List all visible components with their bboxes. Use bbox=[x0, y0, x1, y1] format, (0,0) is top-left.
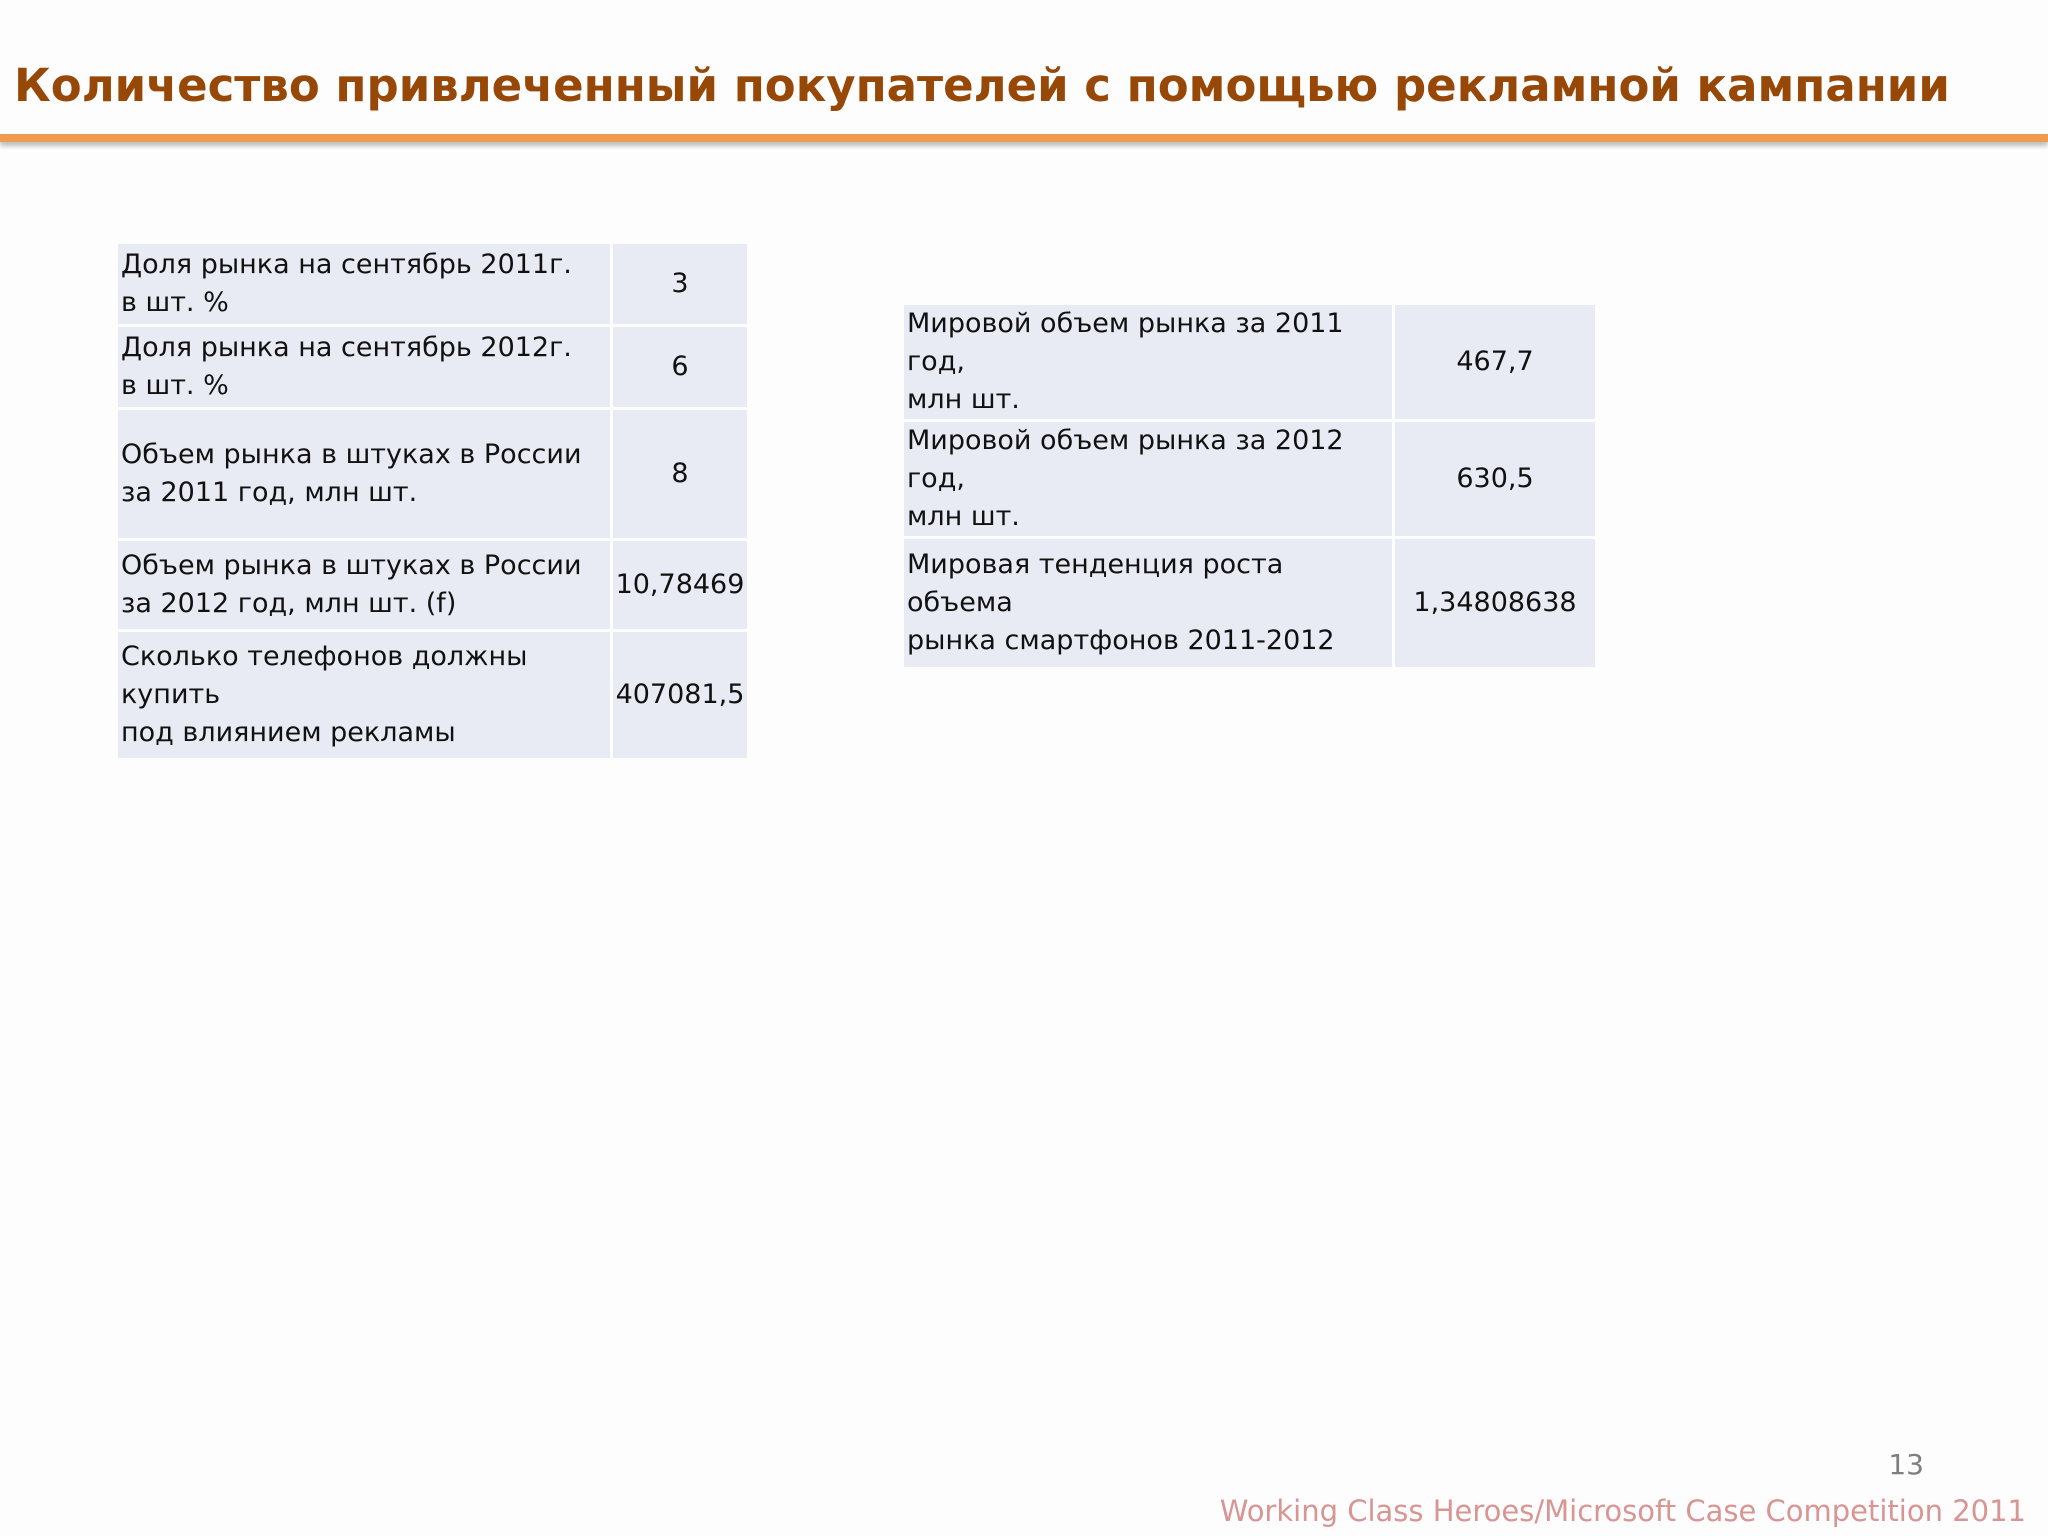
footer-text: Working Class Heroes/Microsoft Case Competition 2011 bbox=[1219, 1494, 2026, 1528]
table-row bbox=[904, 305, 1595, 419]
row-label: Объем рынка в штуках в России за 2011 год, млн шт. bbox=[118, 410, 610, 538]
table-row bbox=[118, 244, 747, 324]
row-value: 3 bbox=[613, 244, 747, 324]
slide-title: Количество привлеченный покупателей с помощью рекламной кампании bbox=[14, 59, 1950, 112]
table-row bbox=[904, 422, 1595, 536]
table-row bbox=[118, 410, 747, 538]
page-number: 13 bbox=[1888, 1448, 1924, 1481]
row-label: Доля рынка на сентябрь 2012г. в шт. % bbox=[118, 327, 610, 407]
row-label: Объем рынка в штуках в России за 2012 год, млн шт. (f) bbox=[118, 541, 610, 629]
row-value: 10,78469 bbox=[613, 541, 747, 629]
title-divider bbox=[0, 134, 2048, 142]
table-row bbox=[904, 539, 1595, 667]
russia-market-table bbox=[115, 241, 750, 761]
row-label: Сколько телефонов должны купить под влиянием рекламы bbox=[118, 632, 610, 758]
row-label: Мировая тенденция роста объема рынка смартфонов 2011-2012 bbox=[904, 539, 1392, 667]
row-value: 1,34808638 bbox=[1395, 539, 1595, 667]
row-label: Доля рынка на сентябрь 2011г. в шт. % bbox=[118, 244, 610, 324]
row-value: 407081,5 bbox=[613, 632, 747, 758]
table-row bbox=[118, 541, 747, 629]
table-row bbox=[118, 327, 747, 407]
row-label: Мировой объем рынка за 2011 год, млн шт. bbox=[904, 305, 1392, 419]
world-market-table bbox=[901, 302, 1598, 670]
row-label: Мировой объем рынка за 2012 год, млн шт. bbox=[904, 422, 1392, 536]
row-value: 467,7 bbox=[1395, 305, 1595, 419]
row-value: 630,5 bbox=[1395, 422, 1595, 536]
row-value: 8 bbox=[613, 410, 747, 538]
table-row bbox=[118, 632, 747, 758]
row-value: 6 bbox=[613, 327, 747, 407]
